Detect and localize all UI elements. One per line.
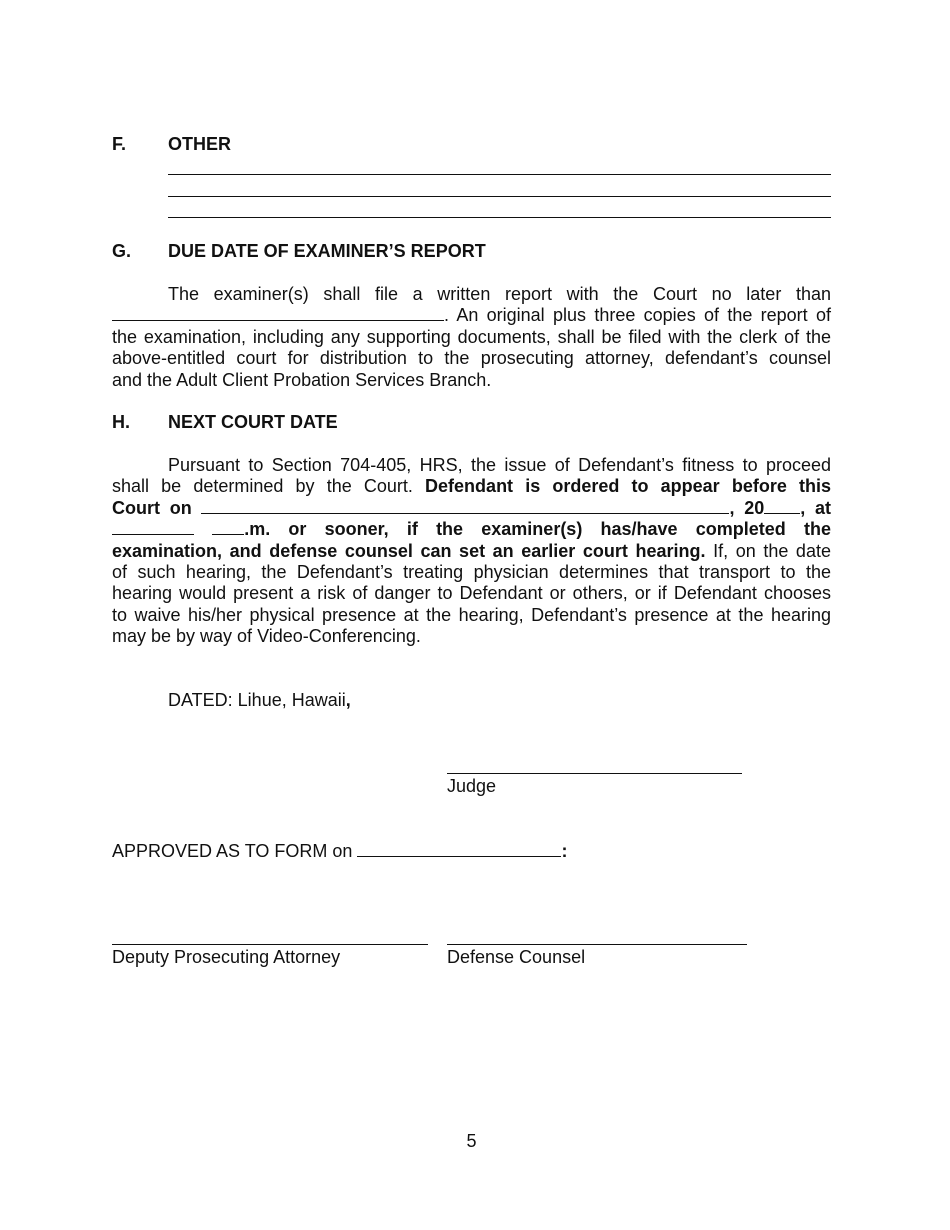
prosecutor-label: Deputy Prosecuting Attorney — [112, 947, 341, 967]
other-line-1 — [168, 174, 831, 175]
section-h-letter: H. — [112, 412, 130, 432]
defense-signature-line[interactable] — [447, 944, 747, 945]
h-line-3 — [112, 498, 831, 519]
h-line-7: hearing would present a risk of danger to Defendant or others, or if Defendant chooses — [112, 583, 831, 604]
other-line-2 — [168, 196, 831, 197]
h-line-4-text: .m. or sooner, if the examiner(s) has/have completed the — [244, 519, 831, 540]
h-line-2 — [112, 476, 831, 497]
section-g-letter: G. — [112, 241, 132, 261]
section-g-title: DUE DATE OF EXAMINER’S REPORT — [168, 241, 486, 261]
h-line-9: may be by way of Video-Conferencing. — [112, 626, 421, 647]
g-line-2-text: . An original plus three copies of the report of — [444, 305, 831, 326]
dated-text: DATED: Lihue, Hawaii — [168, 690, 346, 710]
approved-date-blank[interactable] — [357, 841, 561, 857]
year-blank[interactable] — [764, 498, 800, 514]
g-line-2 — [112, 305, 831, 326]
court-on-label: Court on — [112, 497, 192, 518]
h-line-1: Pursuant to Section 704-405, HRS, the issue of Defendant’s fitness to proceed — [168, 455, 831, 475]
h-line-2-plain: shall be determined by the Court. — [112, 476, 413, 497]
other-line-3 — [168, 217, 831, 218]
approved-line — [112, 841, 567, 862]
section-h-paragraph — [112, 455, 831, 648]
dated-line — [168, 690, 351, 711]
prosecutor-signature-line[interactable] — [112, 944, 428, 945]
report-due-date-blank[interactable] — [112, 305, 444, 321]
section-g-paragraph — [112, 284, 831, 391]
dated-comma: , — [345, 690, 351, 710]
am-pm-blank[interactable] — [212, 519, 244, 535]
h-line-4 — [112, 519, 831, 540]
h-line-5 — [112, 541, 831, 562]
g-line-4: above-entitled court for distribution to the prosecuting attorney, defendant’s counsel — [112, 348, 831, 369]
section-h-title: NEXT COURT DATE — [168, 412, 338, 432]
approved-text: APPROVED AS TO FORM on — [112, 841, 353, 861]
year-prefix: , 20 — [729, 497, 765, 518]
court-date-blank[interactable] — [201, 498, 729, 514]
page-number: 5 — [466, 1131, 477, 1151]
h-line-2-bold: Defendant is ordered to appear before this — [425, 476, 831, 497]
g-line-1: The examiner(s) shall file a written report with the Court no later than — [168, 284, 831, 304]
judge-signature-line[interactable] — [447, 773, 742, 774]
judge-label: Judge — [447, 776, 497, 796]
section-f-letter: F. — [112, 134, 127, 154]
h-line-5-plain: If, on the date — [713, 540, 831, 561]
defense-label: Defense Counsel — [447, 947, 586, 967]
section-f-title: OTHER — [168, 134, 231, 154]
h-line-6: of such hearing, the Defendant’s treating physician determines that transport to the — [112, 562, 831, 583]
h-line-8: to waive his/her physical presence at the hearing, Defendant’s presence at the hearing — [112, 604, 831, 625]
time-blank[interactable] — [112, 519, 194, 535]
g-line-5: and the Adult Client Probation Services Branch. — [112, 369, 492, 390]
h-line-5-bold: examination, and defense counsel can set an earlier court hearing. — [112, 540, 706, 561]
approved-colon: : — [561, 841, 568, 861]
g-line-3: the examination, including any supporting documents, shall be filed with the clerk of the — [112, 326, 831, 347]
at-label: , at — [800, 497, 831, 518]
